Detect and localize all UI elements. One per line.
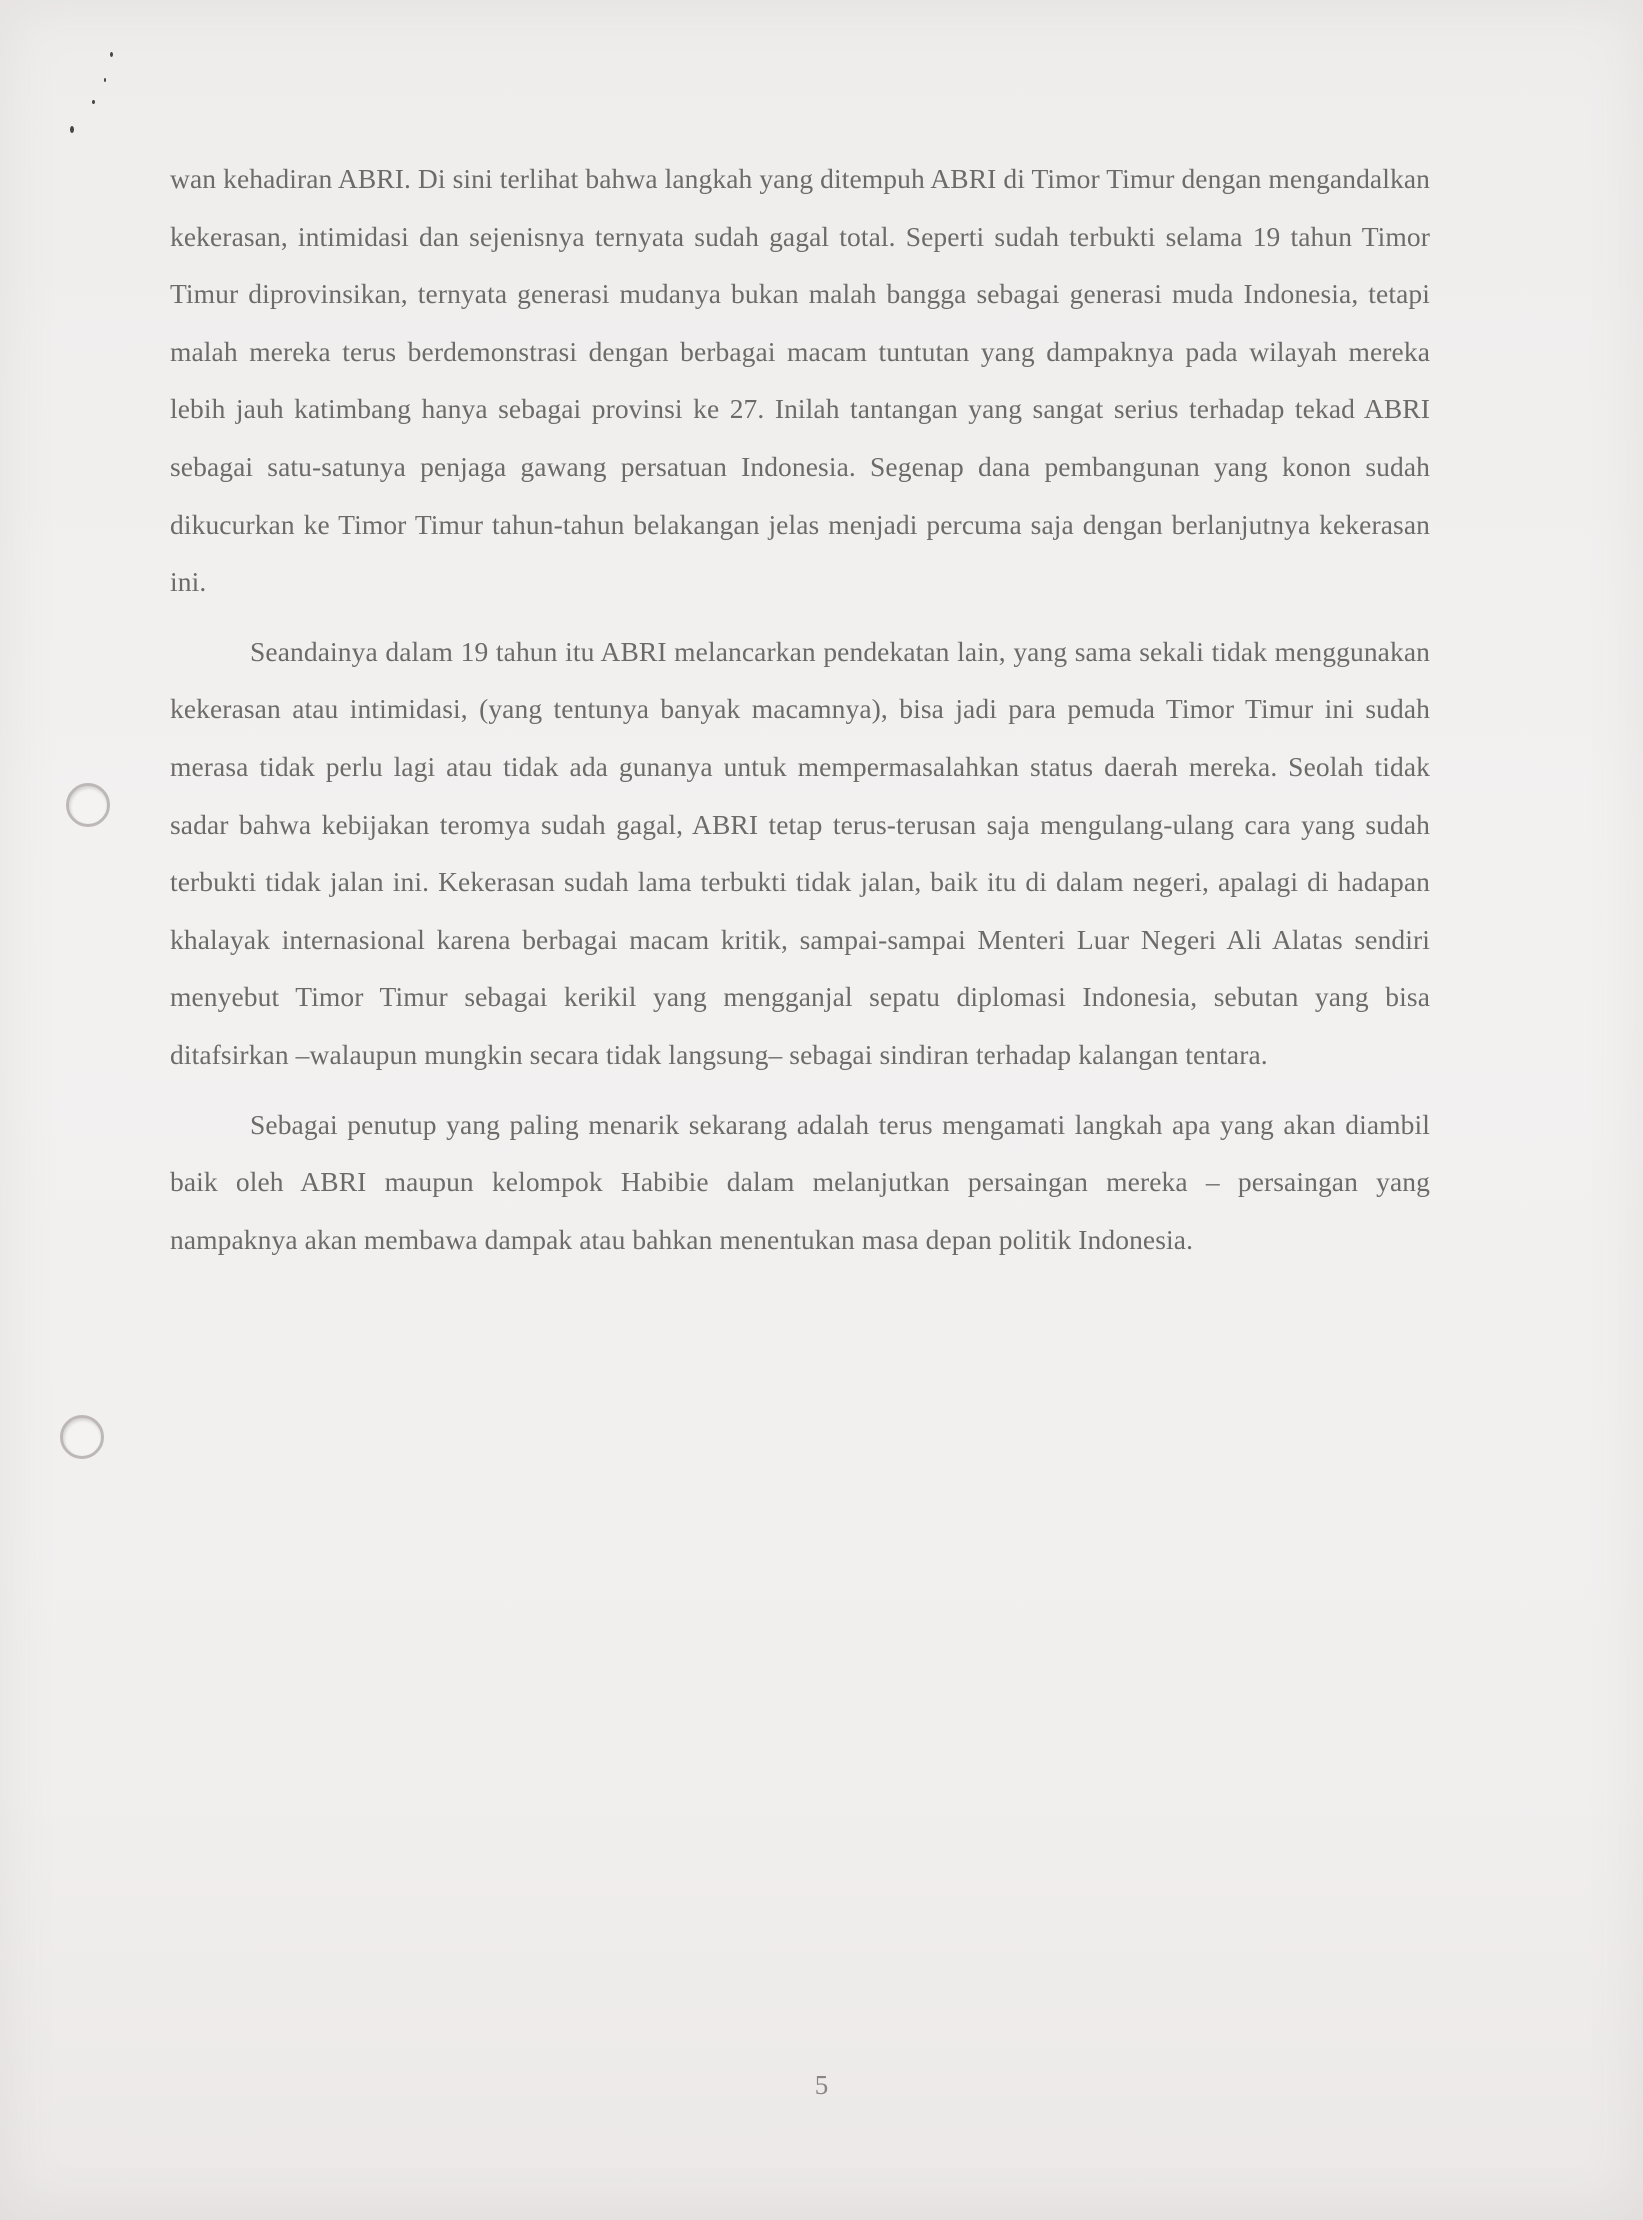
paragraph-2: Seandainya dalam 19 tahun itu ABRI melancarkan pendekatan lain, yang sama sekali tidak menggunakan kekerasan atau intimidasi, (yang tentunya banyak macamnya), bisa jadi para pemuda Timor Timur ini sudah merasa tidak perlu lagi atau tidak ada gunanya untuk mempermasalahkan status daerah mereka. Seolah tidak sadar bahwa kebijakan teromya sudah gagal, ABRI tetap terus-terusan saja mengulang-ulang cara yang sudah terbukti tidak jalan ini. Kekerasan sudah lama terbukti tidak jalan, baik itu di dalam negeri, apalagi di hadapan khalayak internasional karena berbagai macam kritik, sampai-sampai Menteri Luar Negeri Ali Alatas sendiri menyebut Timor Timur sebagai kerikil yang mengganjal sepatu diplomasi Indonesia, sebutan yang bisa ditafsirkan –walaupun mungkin secara tidak langsung– sebagai sindiran terhadap kalangan tentara. (170, 635, 1430, 1070)
binder-hole-icon (66, 783, 110, 827)
paragraph-1: wan kehadiran ABRI. Di sini terlihat bahwa langkah yang ditempuh ABRI di Timor Timur dengan mengandalkan kekerasan, intimidasi dan sejenisnya ternyata sudah gagal total. Seperti sudah terbukti selama 19 tahun Timor Timur diprovinsikan, ternyata generasi mudanya bukan malah bangga sebagai generasi muda Indonesia, tetapi malah mereka terus berdemonstrasi dengan berbagai macam tuntutan yang dampaknya pada wilayah mereka lebih jauh katimbang hanya sebagai provinsi ke 27. Inilah tantangan yang sangat serius terhadap tekad ABRI sebagai satu-satunya penjaga gawang persatuan Indonesia. Segenap dana pembangunan yang konon sudah dikucurkan ke Timor Timur tahun-tahun belakangan jelas menjadi percuma saja dengan berlanjutnya kekerasan ini. (170, 163, 1430, 598)
page-number: 5 (814, 2070, 829, 2100)
binder-hole-icon (60, 1415, 104, 1459)
paragraph-3: Sebagai penutup yang paling menarik sekarang adalah terus mengamati langkah apa yang akan diambil baik oleh ABRI maupun kelompok Habibie dalam melanjutkan persaingan mereka – persaingan yang nampaknya akan membawa dampak atau bahkan menentukan masa depan politik Indonesia. (170, 1108, 1430, 1255)
body-text (170, 150, 1430, 1268)
scan-speck (110, 52, 113, 57)
scan-speck (92, 100, 95, 104)
scan-speck (70, 126, 74, 133)
scan-speck (104, 78, 106, 82)
